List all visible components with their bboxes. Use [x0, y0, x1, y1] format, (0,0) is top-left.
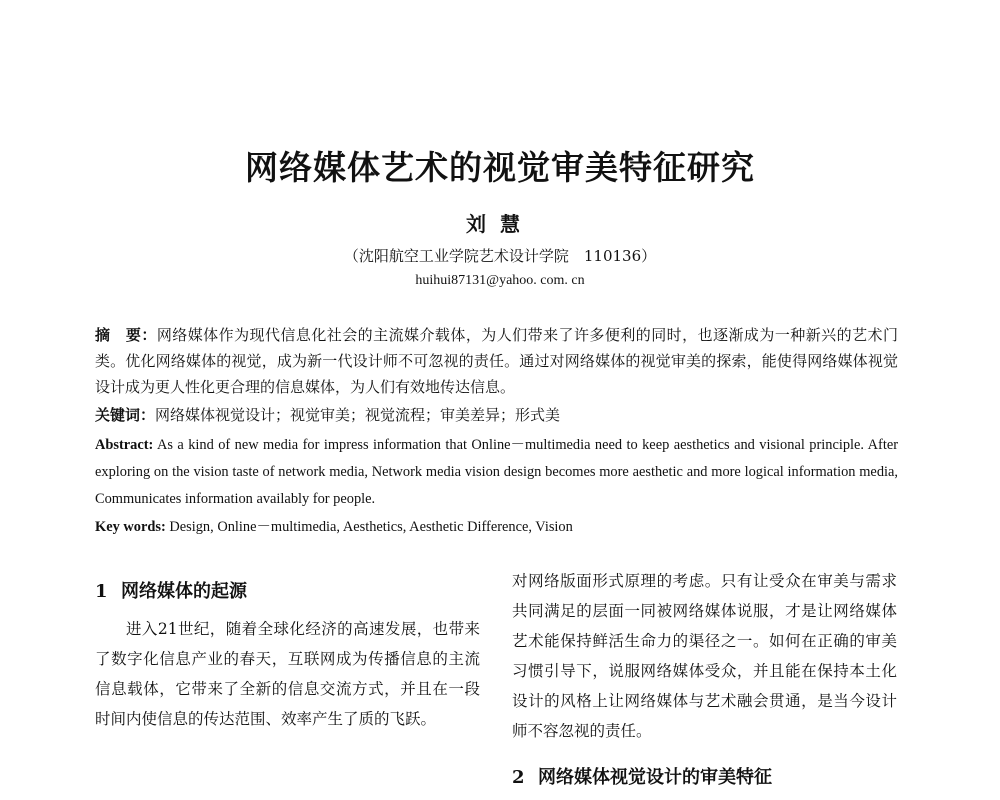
keywords-cn-text: 网络媒体视觉设计；视觉审美；视觉流程；审美差异；形式美 [155, 406, 561, 424]
abstract-en [95, 432, 898, 513]
section-1-heading [95, 570, 480, 614]
keywords-en-label: Key words: [95, 519, 166, 535]
author-name: 刘慧 [466, 212, 534, 236]
keywords-en-text: Design, Online－multimedia, Aesthetics, Aesthetic Difference, Vision [169, 519, 573, 535]
right-column [512, 566, 897, 800]
author-email: huihui87131@yahoo. com. cn [415, 273, 585, 288]
left-column [95, 570, 480, 734]
keywords-cn [95, 402, 898, 428]
author-affiliation: （沈阳航空工业学院艺术设计学院 110136） [343, 247, 657, 265]
abstract-en-label: Abstract: [95, 437, 154, 453]
abstract-en-text: As a kind of new media for impress information that Online－multimedia need to keep aesthetics and visional principle. After exploring on the vision taste of network media, Network media vision design becomes more aesthetic and more logical information media, Communicates information availably for people. [95, 437, 898, 507]
keywords-cn-label: 关键词： [95, 406, 156, 424]
section-2-title: 网络媒体视觉设计的审美特征 [538, 767, 772, 788]
keywords-en [95, 514, 898, 540]
paper-title: 网络媒体艺术的视觉审美特征研究 [245, 148, 755, 187]
section-1-paragraph: 进入21世纪，随着全球化经济的高速发展，也带来了数字化信息产业的春天，互联网成为传播信息的主流信息载体，它带来了全新的信息交流方式，并且在一段时间内使信息的传达范围、效率产生了质的飞跃。 [95, 620, 480, 728]
section-2-heading [512, 756, 897, 800]
right-column-paragraph: 对网络版面形式原理的考虑。只有让受众在审美与需求共同满足的层面一同被网络媒体说服，才是让网络媒体艺术能保持鲜活生命力的渠径之一。如何在正确的审美习惯引导下，说服网络媒体受众，并且能在保持本土化设计的风格上让网络媒体与艺术融会贯通，是当今设计师不容忽视的责任。 [512, 572, 897, 740]
abstract-cn [95, 322, 898, 400]
abstract-cn-label: 摘 要： [95, 326, 157, 344]
section-1-title: 网络媒体的起源 [121, 581, 247, 602]
section-1-number: 1 [95, 581, 108, 602]
abstract-cn-text: 网络媒体作为现代信息化社会的主流媒介载体，为人们带来了许多便利的同时，也逐渐成为一种新兴的艺术门类。优化网络媒体的视觉，成为新一代设计师不可忽视的责任。通过对网络媒体的视觉审美的探索，能使得网络媒体视觉设计成为更人性化更合理的信息媒体，为人们有效地传达信息。 [95, 326, 898, 396]
section-2-number: 2 [512, 767, 525, 788]
